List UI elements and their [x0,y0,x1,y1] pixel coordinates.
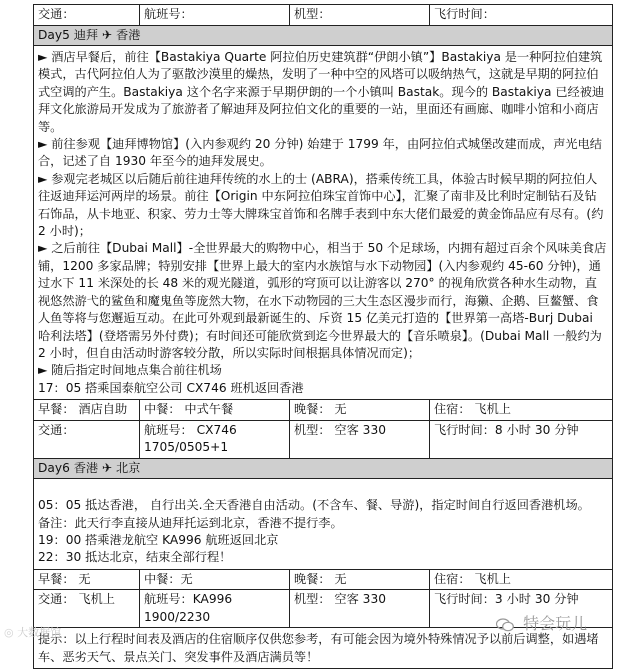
flight-time-cell: 飞行时间：8 小时 30 分钟 [430,420,613,458]
header-row [34,5,613,26]
watermark-left-text: 大数据馆 [17,626,62,639]
itinerary-sheet [33,4,612,669]
flight-no-cell: 航班号： [140,5,290,26]
day5-title-row [34,25,613,46]
dinner-cell: 晚餐： 无 [290,400,430,421]
watermark-right-text: 特会玩儿 [523,614,588,633]
day5-body [34,46,613,400]
day5-title: Day5 迪拜 ✈ 香港 [34,25,613,46]
day6-para: 22：30 抵达北京，结束全部行程！ [38,550,232,565]
breakfast-cell: 早餐： 酒店自助 [34,400,140,421]
watermark-left [4,624,61,640]
day5-body-row [34,46,613,400]
day5-para: ► 前往参观【迪拜博物馆】(入内参观约 20 分钟) 始建于 1799 年，由阿拉伯式城堡改建而成，声光电结合，记述了自 1930 年至今的迪拜发展史。 [38,137,602,169]
traffic-cell: 交通： 飞机上 [34,590,140,628]
lunch-cell: 中餐：无 [140,569,290,590]
day5-para: ► 随后指定时间地点集合前往机场 [38,363,222,378]
wechat-icon [496,618,514,632]
traffic-cell: 交通： [34,420,140,458]
day6-para: 19：00 搭乘港龙航空 KA996 航班返回北京 [38,532,279,547]
stay-cell: 住宿： 飞机上 [430,400,613,421]
day5-transport-row [34,420,613,458]
dinner-cell: 晚餐： 无 [290,569,430,590]
flight-time-cell: 飞行时间： [430,5,613,26]
day6-title: Day6 香港 ✈ 北京 [34,458,613,479]
stay-cell: 住宿： 飞机上 [430,569,613,590]
model-cell: 机型： 空客 330 [290,420,430,458]
day5-para: ► 参观完老城区以后随后前往迪拜传统的水上的士 (ABRA)，搭乘传统工具，体验古时候早期的阿拉伯人往返迪拜运河两岸的场景。前往【Origin 中东阿拉伯珠宝首饰中心】，汇聚了南非及比利时定制钻石及钻石饰品，从卡地亚、积家、劳力士等大牌珠宝首饰和名牌手表到中东大佬们最爱的黄金饰品应有尽有。(约 2 小时)； [38,171,604,239]
day6-para: 05：05 抵达香港， 自行出关.全天香港自由活动。(不含车、餐、导游)，指定时间自行返回香港机场。 [38,498,590,513]
flight-no-cell: 航班号： CX746 1705/0505+1 [140,420,290,458]
day6-meals-row [34,569,613,590]
breakfast-cell: 早餐： 无 [34,569,140,590]
day6-title-row [34,458,613,479]
flight-time-cell: 飞行时间：3 小时 30 分钟 [430,590,613,628]
day6-body-row [34,479,613,570]
day5-meals-row [34,400,613,421]
traffic-cell: 交通： [34,5,140,26]
weibo-icon: ◎ [4,626,14,639]
notice-text: 提示：以上行程时间表及酒店的住宿顺序仅供您参考，有可能会因为境外特殊情况予以前后调整，如遇堵车、恶劣天气、景点关门、突发事件及酒店满员等！ [34,628,613,669]
day5-para: 17：05 搭乘国泰航空公司 CX746 班机返回香港 [38,380,304,395]
model-cell: 机型： [290,5,430,26]
itinerary-table [33,4,613,669]
day6-para: 备注：此天行李直接从迪拜托运到北京，香港不提行李。 [38,515,343,530]
day5-para: ► 酒店早餐后，前往【Bastakiya Quarte 阿拉伯历史建筑群“伊朗小镇”】Bastakiya 是一种阿拉伯建筑模式，古代阿拉伯人为了驱散沙漠里的燥热，发明了一种中空的风塔可以吸纳热气，这就是早期的阿拉伯式空调的产生。Bastakiya 这个名字来源于早期伊朗的一个小镇叫 Bastak。现今的 Bastakiya 已经被迪拜文化旅游局开发成为了旅游者了解迪拜及阿拉伯文化的重要的一站，里面还有画廊、咖啡小馆和小商店等。 [38,50,605,134]
watermark-right [496,611,587,634]
lunch-cell: 中餐： 中式午餐 [140,400,290,421]
model-cell: 机型： 空客 330 [290,590,430,628]
flight-no-cell: 航班号：KA996 1900/2230 [140,590,290,628]
day6-body [34,479,613,570]
day5-para: ► 之后前往【Dubai Mall】-全世界最大的购物中心，相当于 50 个足球场，内拥有超过百余个风味美食店铺，1200 多家品牌；特别安排【世界上最大的室内水族馆与水下动物园】(入内参观约 45-60 分钟)，通过水下 11 米深处的长 48 米的观光隧道，弧形的穹顶可以让游客以 270° 的视角欣赏各种水生动物，直视悠然游弋的鲨鱼和魔鬼鱼等庞然大物，在水下动物园的三大生态区漫步而行，海獭、企鹅、巨鳌蟹、食人鱼等将与您邂逅互动。在此可外观到最新诞生的、斥资 15 亿美元打造的【世界第一高塔-Burj Dubai 哈利法塔】(登塔需另外付费)；有时间还可能欣赏到迄今世界最大的【音乐喷泉】。(Dubai Mall 一般约为 2 小时，但自由活动时游客较分散，所以实际时间根据具体情况而定)； [38,241,607,360]
